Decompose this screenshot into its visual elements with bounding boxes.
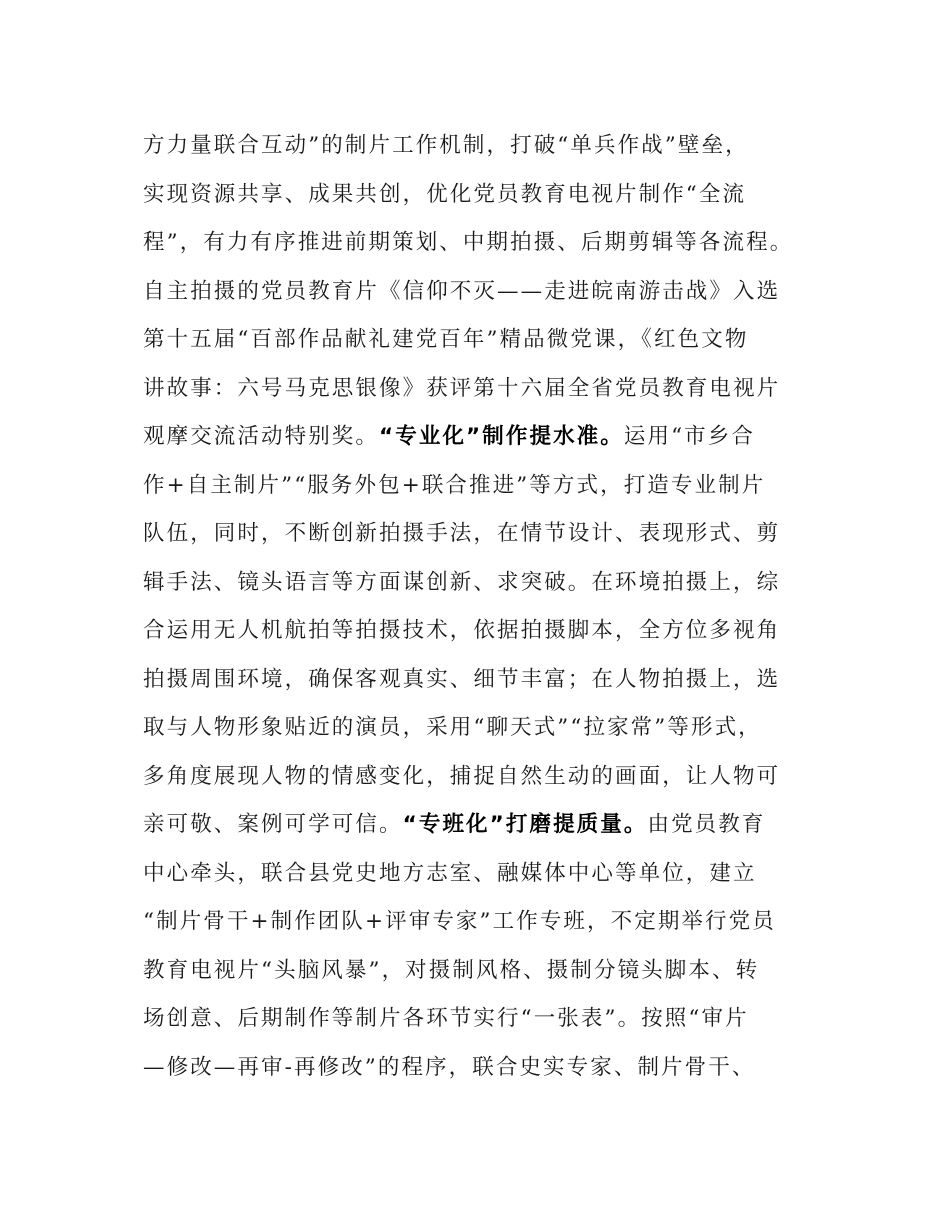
text-line: 队伍，同时，不断创新拍摄手法，在情节设计、表现形式、剪 <box>143 521 781 546</box>
text-line: 合运用无人机航拍等拍摄技术，依据拍摄脚本，全方位多视角 <box>143 618 781 643</box>
text-line: 讲故事：六号马克思银像》获评第十六届全省党员教育电视片 <box>143 375 781 401</box>
text-line: 取与人物形象贴近的演员，采用“聊天式”“拉家常”等形式， <box>143 715 762 740</box>
text-line: 实现资源共享、成果共创，优化党员教育电视片制作“全流 <box>143 181 747 207</box>
line-text: 观摩交流活动特别奖。 <box>143 424 380 449</box>
text-line: 中心牵头，联合县党史地方志室、融媒体中心等单位，建立 <box>143 860 757 886</box>
text-line: 第十五届“百部作品献礼建党百年”精品微党课，《红色文物 <box>143 327 749 352</box>
line-text: 亲可敬、案例可学可信。 <box>143 812 403 837</box>
text-line: 教育电视片“头脑风暴”，对摄制风格、摄制分镜头脚本、转 <box>143 957 760 983</box>
text-line-with-heading <box>143 801 843 850</box>
text-line: 场创意、后期制作等制片各环节实行“一张表”。按照“审片 <box>143 1006 749 1031</box>
text-line: 多角度展现人物的情感变化，捕捉自然生动的画面，让人物可 <box>143 763 781 789</box>
text-line: 作+自主制片”“服务外包+联合推进”等方式，打造专业制片 <box>143 472 766 498</box>
text-line: 辑手法、镜头语言等方面谋创新、求突破。在环境拍摄上，综 <box>143 569 781 595</box>
line-text: 运用“市乡合 <box>623 424 755 449</box>
body-text <box>143 122 843 1092</box>
text-line: “制片骨干+制作团队+评审专家”工作专班，不定期举行党员 <box>143 909 776 934</box>
text-line: 方力量联合互动”的制片工作机制，打破“单兵作战”壁垒， <box>143 133 749 158</box>
inline-heading: “专业化”制作提水准。 <box>379 424 624 449</box>
text-line: 程”，有力有序推进前期策划、中期拍摄、后期剪辑等各流程。 <box>143 230 794 255</box>
text-line: 拍摄周围环境，确保客观真实、细节丰富；在人物拍摄上，选 <box>143 666 781 692</box>
text-line-with-heading <box>143 413 843 462</box>
inline-heading: “专班化”打磨提质量。 <box>402 812 648 837</box>
text-line: —修改—再审-再修改”的程序，联合史实专家、制片骨干、 <box>143 1054 756 1080</box>
text-line: 自主拍摄的党员教育片《信仰不灭——走进皖南游击战》入选 <box>143 278 781 304</box>
line-text: 由党员教育 <box>647 812 766 837</box>
